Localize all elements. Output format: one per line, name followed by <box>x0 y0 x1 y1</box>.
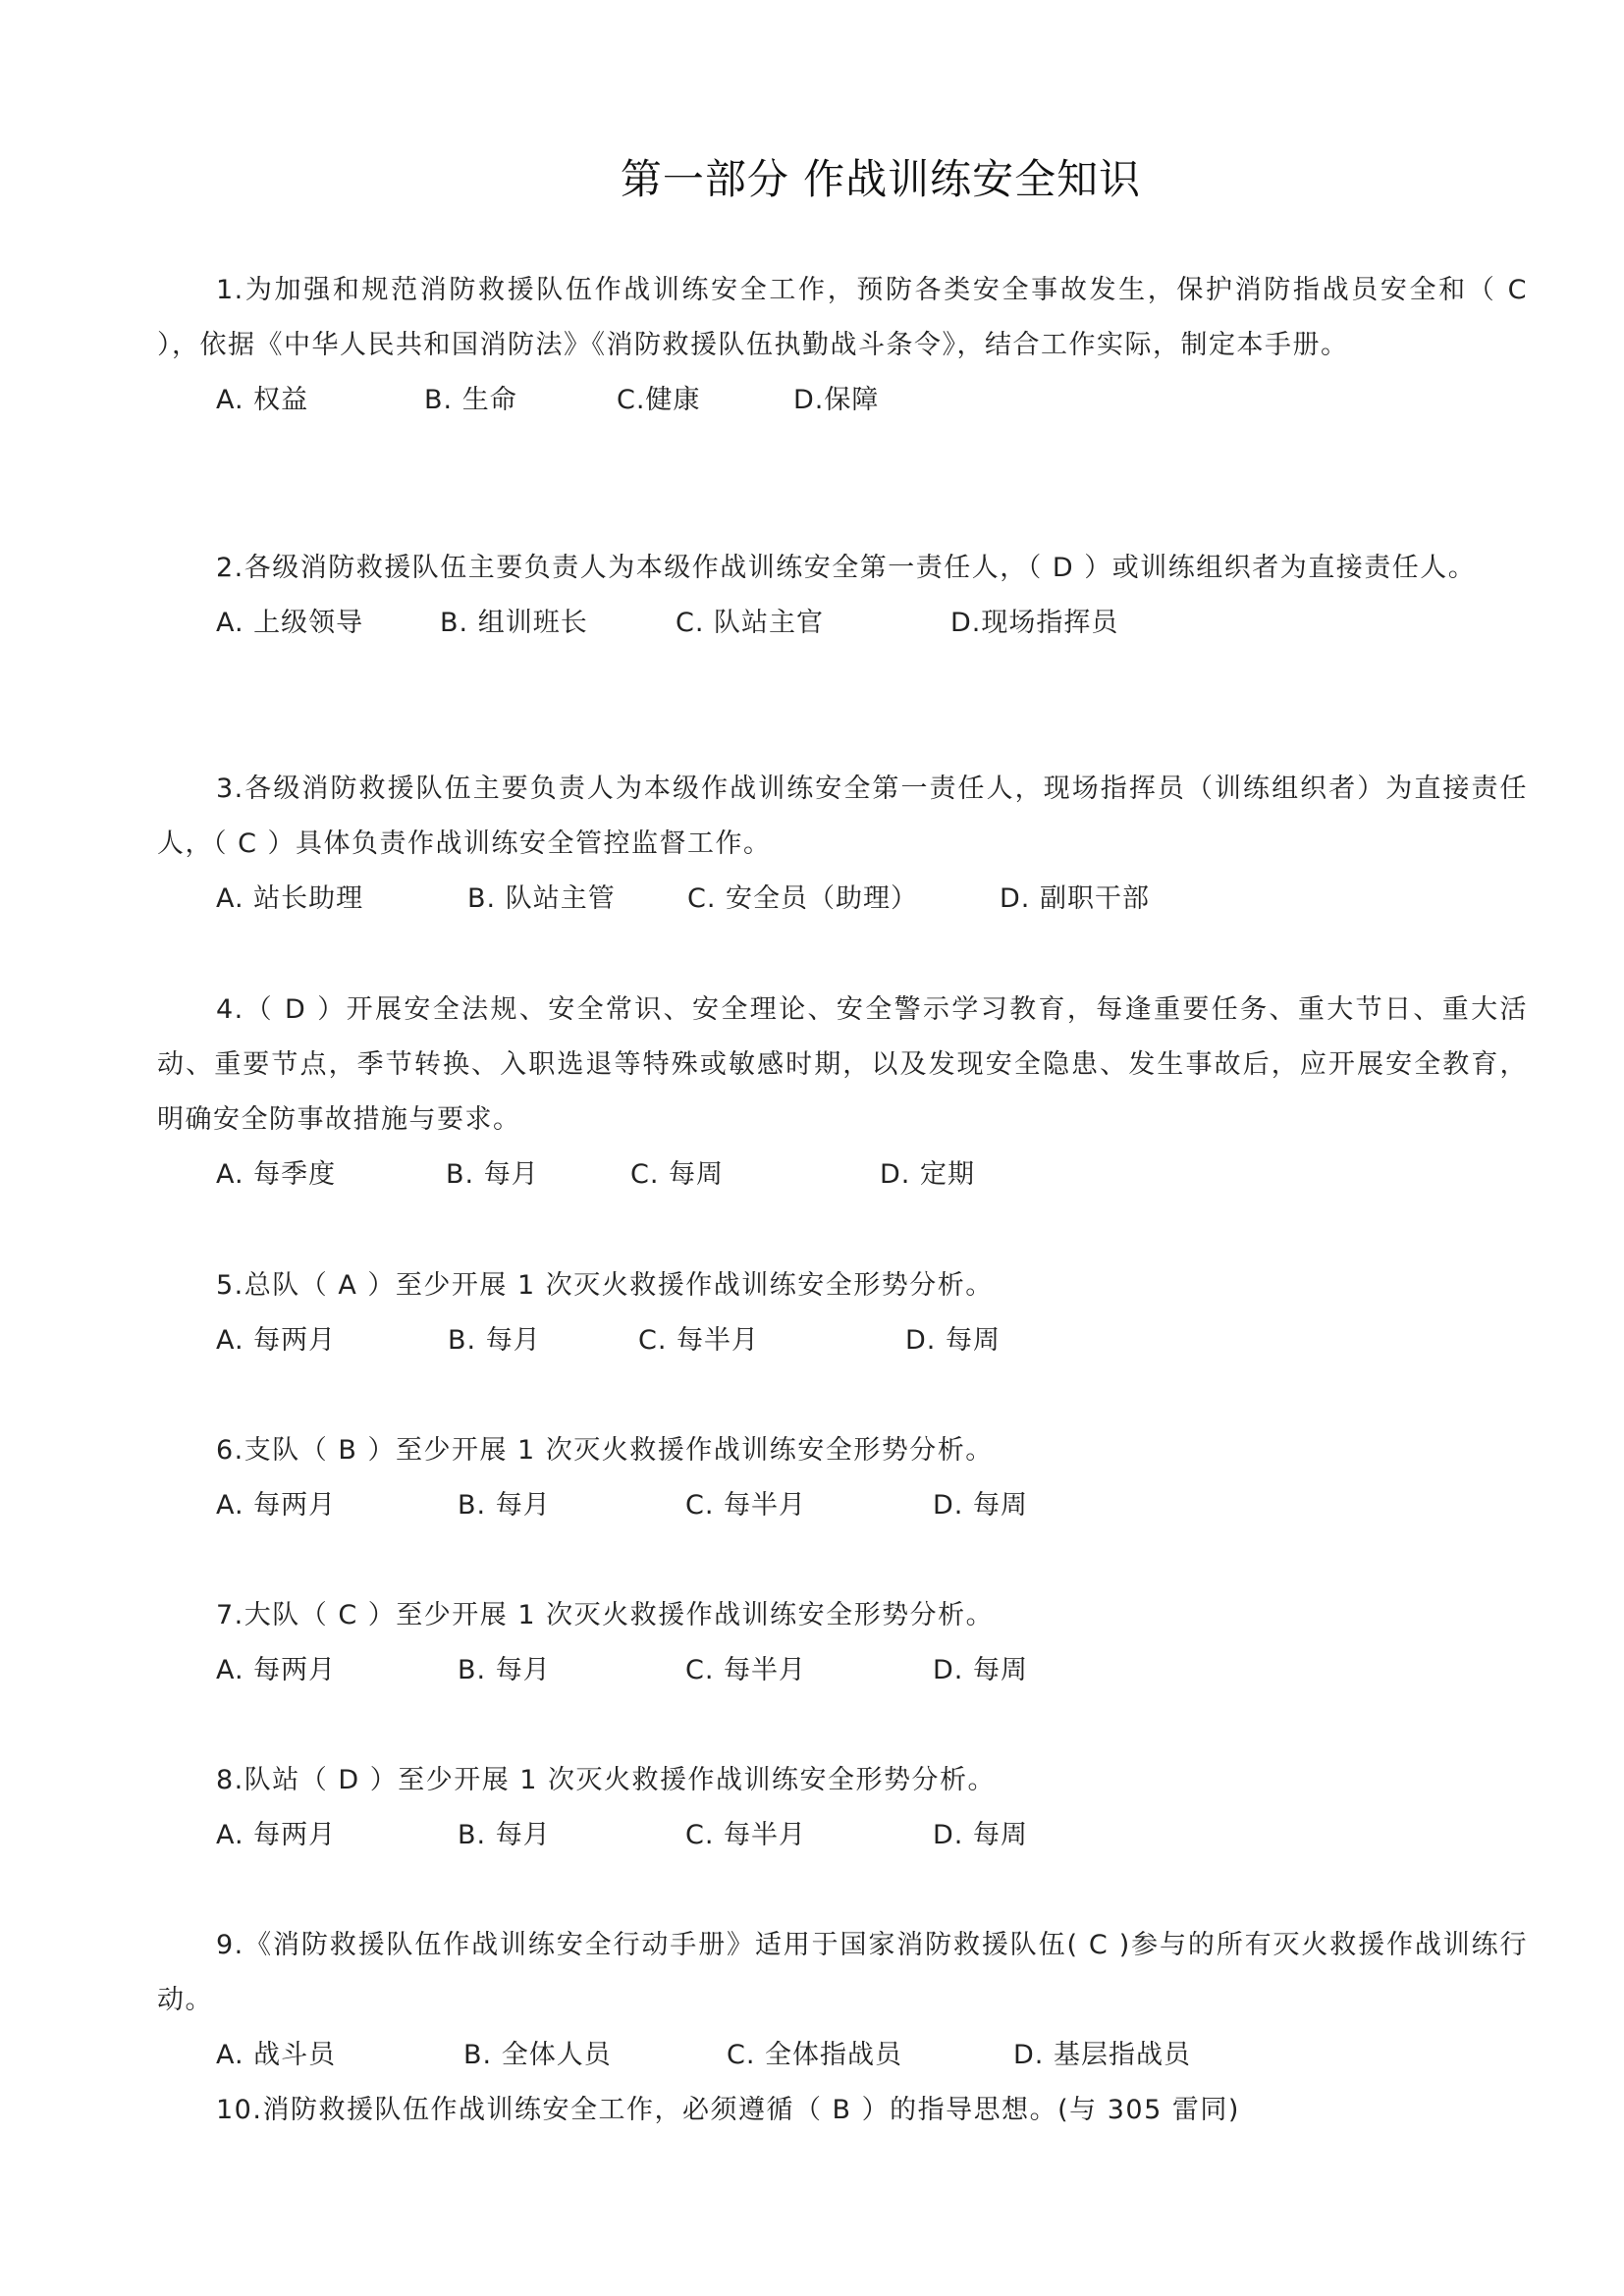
option-c: C. 全体指战员 <box>727 2040 903 2070</box>
answer-options <box>157 872 1528 927</box>
option-d: D.现场指挥员 <box>950 608 1119 638</box>
answer-options <box>157 1643 1528 1698</box>
option-d: D. 每周 <box>933 1820 1028 1850</box>
answer-options <box>157 1148 1528 1202</box>
option-b: B. 每月 <box>448 1325 541 1356</box>
option-b: B. 每月 <box>458 1820 551 1850</box>
option-d: D. 每周 <box>905 1325 1001 1356</box>
question-3 <box>157 762 1528 927</box>
answer-options <box>157 373 1528 428</box>
option-c: C. 每半月 <box>685 1490 807 1521</box>
option-a: A. 每季度 <box>216 1159 337 1190</box>
option-a: A. 权益 <box>216 385 309 415</box>
question-stem: 2.各级消防救援队伍主要负责人为本级作战训练安全第一责任人，（ D ）或训练组织者为直接责任人。 <box>216 553 1477 583</box>
option-c: C. 队站主官 <box>676 608 825 638</box>
option-a: A. 每两月 <box>216 1655 337 1685</box>
question-stem: 9.《消防救援队伍作战训练安全行动手册》适用于国家消防救援队伍( C )参与的所有灭火救援作战训练行动。 <box>157 1930 1528 2015</box>
option-c: C. 安全员（助理） <box>687 883 919 914</box>
option-b: B. 每月 <box>458 1490 551 1521</box>
option-b: B. 全体人员 <box>463 2040 612 2070</box>
option-b: B. 生命 <box>424 385 517 415</box>
option-c: C.健康 <box>617 385 701 415</box>
question-stem: 10.消防救援队伍作战训练安全工作，必须遵循（ B ）的指导思想。(与 305 雷同) <box>216 2095 1240 2125</box>
question-7 <box>157 1588 1528 1698</box>
question-stem: 8.队站（ D ）至少开展 1 次灭火救援作战训练安全形势分析。 <box>216 1765 997 1795</box>
answer-options <box>157 1808 1528 1863</box>
option-c: C. 每半月 <box>685 1820 807 1850</box>
option-b: B. 队站主管 <box>467 883 616 914</box>
option-c: C. 每周 <box>630 1159 725 1190</box>
question-stem: 7.大队（ C ）至少开展 1 次灭火救援作战训练安全形势分析。 <box>216 1600 995 1630</box>
question-1 <box>157 263 1528 428</box>
question-10 <box>157 2083 1528 2138</box>
question-8 <box>157 1753 1528 1863</box>
option-b: B. 每月 <box>446 1159 539 1190</box>
option-a: A. 每两月 <box>216 1490 337 1521</box>
question-2 <box>157 541 1528 651</box>
answer-options <box>157 1313 1528 1368</box>
question-stem: 5.总队（ A ）至少开展 1 次灭火救援作战训练安全形势分析。 <box>216 1270 994 1301</box>
option-d: D. 副职干部 <box>1000 883 1150 914</box>
question-stem: 4.（ D ）开展安全法规、安全常识、安全理论、安全警示学习教育，每逢重要任务、重大节日、重大活动、重要节点，季节转换、入职选退等特殊或敏感时期，以及发现安全隐患、发生事故后，应开展安全教育，明确安全防事故措施与要求。 <box>157 994 1528 1135</box>
question-5 <box>157 1258 1528 1368</box>
option-a: A. 战斗员 <box>216 2040 337 2070</box>
page-title: 第一部分 作战训练安全知识 <box>620 155 1142 203</box>
option-d: D. 基层指战员 <box>1013 2040 1191 2070</box>
option-a: A. 站长助理 <box>216 883 364 914</box>
option-c: C. 每半月 <box>685 1655 807 1685</box>
question-stem: 3.各级消防救援队伍主要负责人为本级作战训练安全第一责任人，现场指挥员（训练组织者）为直接责任人，（ C ）具体负责作战训练安全管控监督工作。 <box>157 774 1528 859</box>
question-stem: 6.支队（ B ）至少开展 1 次灭火救援作战训练安全形势分析。 <box>216 1435 994 1466</box>
question-4 <box>157 983 1528 1202</box>
option-d: D.保障 <box>793 385 880 415</box>
answer-options <box>157 1478 1528 1533</box>
answer-options <box>157 2028 1528 2083</box>
option-a: A. 每两月 <box>216 1325 337 1356</box>
question-6 <box>157 1423 1528 1533</box>
option-b: B. 组训班长 <box>440 608 588 638</box>
option-a: A. 每两月 <box>216 1820 337 1850</box>
option-c: C. 每半月 <box>638 1325 760 1356</box>
option-a: A. 上级领导 <box>216 608 364 638</box>
question-9 <box>157 1918 1528 2083</box>
option-b: B. 每月 <box>458 1655 551 1685</box>
option-d: D. 每周 <box>933 1490 1028 1521</box>
answer-options <box>157 596 1528 651</box>
option-d: D. 定期 <box>880 1159 975 1190</box>
option-d: D. 每周 <box>933 1655 1028 1685</box>
question-stem: 1.为加强和规范消防救援队伍作战训练安全工作，预防各类安全事故发生，保护消防指战员安全和（ C ），依据《中华人民共和国消防法》《消防救援队伍执勤战斗条令》，结合工作实际，制定本手册。 <box>157 275 1528 360</box>
